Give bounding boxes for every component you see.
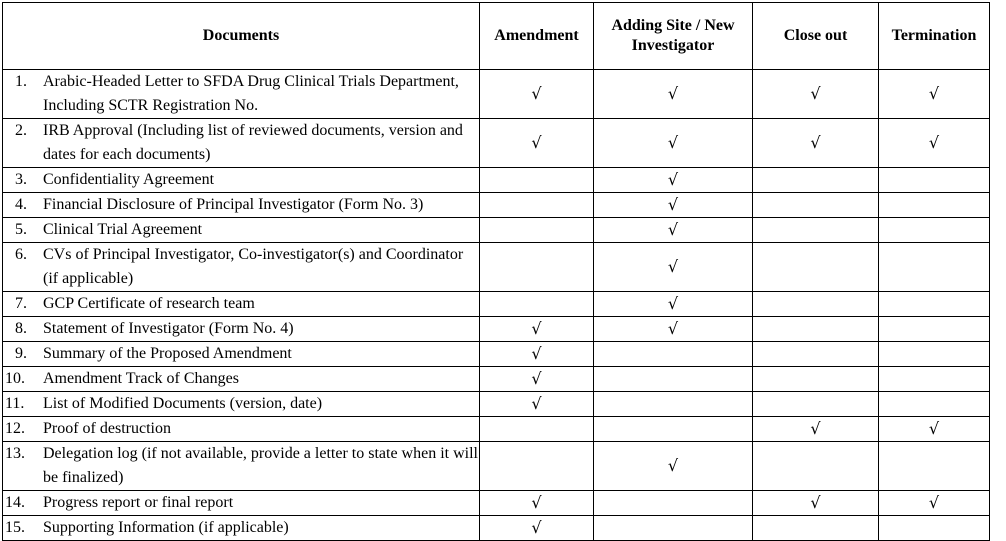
check-cell-termination <box>879 193 990 218</box>
document-cell <box>3 70 480 119</box>
document-name: Statement of Investigator (Form No. 4) <box>43 320 294 337</box>
document-number: 13. <box>5 445 25 462</box>
document-number: 14. <box>5 494 25 511</box>
check-cell-termination <box>879 70 990 119</box>
document-cell <box>3 168 480 193</box>
check-cell-adding-site <box>594 168 753 193</box>
header-amendment: Amendment <box>480 3 594 70</box>
checkmark-icon: √ <box>531 319 542 338</box>
table-row <box>3 342 990 367</box>
check-cell-close-out <box>753 367 879 392</box>
check-cell-close-out <box>753 292 879 317</box>
document-number: 9. <box>15 345 27 362</box>
document-cell <box>3 516 480 541</box>
header-close-out: Close out <box>753 3 879 70</box>
check-cell-adding-site <box>594 70 753 119</box>
check-cell-close-out <box>753 218 879 243</box>
check-cell-termination <box>879 367 990 392</box>
table-row <box>3 218 990 243</box>
document-number: 15. <box>5 519 25 536</box>
checkmark-icon: √ <box>667 220 679 239</box>
document-number: 10. <box>5 370 25 387</box>
check-cell-amendment <box>480 119 594 168</box>
check-cell-close-out <box>753 342 879 367</box>
check-cell-adding-site <box>594 491 753 516</box>
document-number: 3. <box>15 171 27 188</box>
document-number: 1. <box>15 73 27 90</box>
check-cell-termination <box>879 119 990 168</box>
table-row <box>3 491 990 516</box>
required-documents-table <box>2 2 990 541</box>
document-name: Financial Disclosure of Principal Investigator (Form No. 3) <box>43 196 424 213</box>
checkmark-icon: √ <box>810 133 821 152</box>
checkmark-icon: √ <box>531 394 542 413</box>
document-cell <box>3 317 480 342</box>
checkmark-icon: √ <box>667 456 679 475</box>
checkmark-icon: √ <box>531 518 542 537</box>
check-cell-amendment <box>480 442 594 491</box>
document-cell <box>3 367 480 392</box>
checkmark-icon: √ <box>928 419 940 438</box>
check-cell-termination <box>879 342 990 367</box>
document-cell <box>3 342 480 367</box>
check-cell-amendment <box>480 168 594 193</box>
check-cell-termination <box>879 442 990 491</box>
check-cell-amendment <box>480 491 594 516</box>
document-cell <box>3 417 480 442</box>
header-documents: Documents <box>3 3 480 70</box>
check-cell-close-out <box>753 317 879 342</box>
document-cell <box>3 243 480 292</box>
document-number: 8. <box>15 320 27 337</box>
check-cell-amendment <box>480 367 594 392</box>
check-cell-adding-site <box>594 392 753 417</box>
checkmark-icon: √ <box>531 84 542 103</box>
table-row <box>3 119 990 168</box>
check-cell-amendment <box>480 417 594 442</box>
check-cell-close-out <box>753 417 879 442</box>
table-row <box>3 392 990 417</box>
checkmark-icon: √ <box>667 294 679 313</box>
document-cell <box>3 193 480 218</box>
document-number: 2. <box>15 122 27 139</box>
check-cell-amendment <box>480 243 594 292</box>
check-cell-adding-site <box>594 516 753 541</box>
document-number: 7. <box>15 295 27 312</box>
checkmark-icon: √ <box>667 195 679 214</box>
check-cell-adding-site <box>594 218 753 243</box>
check-cell-close-out <box>753 70 879 119</box>
check-cell-adding-site <box>594 193 753 218</box>
document-cell <box>3 491 480 516</box>
checkmark-icon: √ <box>531 344 542 363</box>
check-cell-amendment <box>480 317 594 342</box>
document-number: 12. <box>5 420 25 437</box>
check-cell-amendment <box>480 392 594 417</box>
document-cell <box>3 442 480 491</box>
check-cell-amendment <box>480 193 594 218</box>
check-cell-adding-site <box>594 442 753 491</box>
check-cell-termination <box>879 491 990 516</box>
table-row <box>3 417 990 442</box>
checkmark-icon: √ <box>667 170 679 189</box>
document-number: 5. <box>15 221 27 238</box>
document-name: Amendment Track of Changes <box>43 370 239 387</box>
document-name: CVs of Principal Investigator, Co-investigator(s) and Coordinator (if applicable) <box>43 246 464 287</box>
check-cell-termination <box>879 317 990 342</box>
check-cell-adding-site <box>594 367 753 392</box>
document-name: Summary of the Proposed Amendment <box>43 345 292 362</box>
document-name: IRB Approval (Including list of reviewed documents, version and dates for each documents) <box>43 122 463 163</box>
document-name: Progress report or final report <box>43 494 234 511</box>
table-row <box>3 292 990 317</box>
check-cell-close-out <box>753 516 879 541</box>
checkmark-icon: √ <box>810 84 821 103</box>
table-row <box>3 367 990 392</box>
checkmark-icon: √ <box>928 133 940 152</box>
check-cell-adding-site <box>594 292 753 317</box>
checkmark-icon: √ <box>928 493 940 512</box>
checkmark-icon: √ <box>531 493 542 512</box>
document-cell <box>3 392 480 417</box>
checkmark-icon: √ <box>531 133 542 152</box>
document-name: Clinical Trial Agreement <box>43 221 203 238</box>
check-cell-close-out <box>753 193 879 218</box>
check-cell-close-out <box>753 491 879 516</box>
check-cell-amendment <box>480 292 594 317</box>
check-cell-close-out <box>753 119 879 168</box>
document-name: Proof of destruction <box>43 420 171 437</box>
check-cell-termination <box>879 417 990 442</box>
check-cell-termination <box>879 392 990 417</box>
document-name: Confidentiality Agreement <box>43 171 215 188</box>
document-number: 11. <box>5 395 25 412</box>
check-cell-amendment <box>480 70 594 119</box>
table-row <box>3 516 990 541</box>
checkmark-icon: √ <box>667 257 679 276</box>
check-cell-adding-site <box>594 342 753 367</box>
check-cell-adding-site <box>594 119 753 168</box>
check-cell-termination <box>879 168 990 193</box>
check-cell-close-out <box>753 392 879 417</box>
check-cell-termination <box>879 218 990 243</box>
document-number: 6. <box>15 246 27 263</box>
check-cell-amendment <box>480 342 594 367</box>
check-cell-adding-site <box>594 417 753 442</box>
table-body <box>3 70 990 541</box>
check-cell-termination <box>879 516 990 541</box>
document-name: Delegation log (if not available, provide a letter to state when it will be finalized) <box>43 445 478 486</box>
check-cell-close-out <box>753 442 879 491</box>
document-cell <box>3 292 480 317</box>
table-row <box>3 442 990 491</box>
check-cell-termination <box>879 292 990 317</box>
check-cell-close-out <box>753 243 879 292</box>
checkmark-icon: √ <box>667 319 679 338</box>
header-row <box>3 3 990 70</box>
table-row <box>3 317 990 342</box>
checkmark-icon: √ <box>810 493 821 512</box>
checkmark-icon: √ <box>810 419 821 438</box>
checkmark-icon: √ <box>667 84 679 103</box>
document-name: Supporting Information (if applicable) <box>43 519 289 536</box>
table-row <box>3 168 990 193</box>
table-row <box>3 70 990 119</box>
table-row <box>3 193 990 218</box>
document-number: 4. <box>15 196 27 213</box>
document-cell <box>3 119 480 168</box>
check-cell-amendment <box>480 218 594 243</box>
check-cell-termination <box>879 243 990 292</box>
document-name: GCP Certificate of research team <box>43 295 255 312</box>
header-adding-site: Adding Site / New Investigator <box>594 3 753 70</box>
check-cell-adding-site <box>594 243 753 292</box>
check-cell-amendment <box>480 516 594 541</box>
check-cell-close-out <box>753 168 879 193</box>
header-termination: Termination <box>879 3 990 70</box>
document-name: List of Modified Documents (version, date) <box>43 395 323 412</box>
document-cell <box>3 218 480 243</box>
check-cell-adding-site <box>594 317 753 342</box>
checkmark-icon: √ <box>667 133 679 152</box>
checkmark-icon: √ <box>531 369 542 388</box>
table-row <box>3 243 990 292</box>
document-name: Arabic-Headed Letter to SFDA Drug Clinical Trials Department, Including SCTR Registration No. <box>43 73 459 114</box>
checkmark-icon: √ <box>928 84 940 103</box>
